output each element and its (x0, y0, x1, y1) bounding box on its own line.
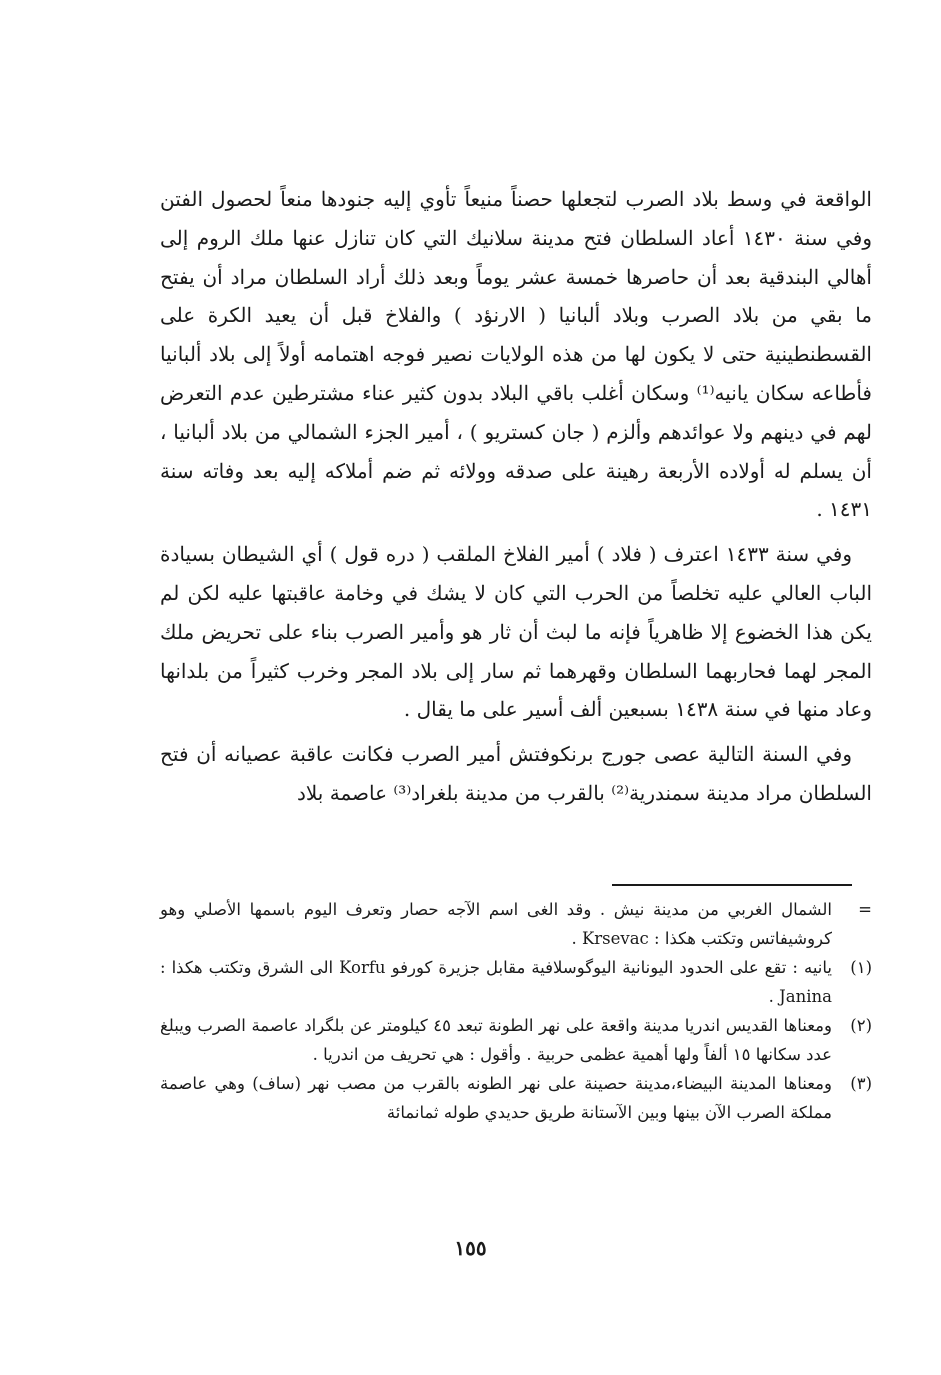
footnote-mark: (١) (850, 958, 872, 977)
footnote-mark: (٢) (850, 1016, 872, 1035)
footnote-mark: = (858, 900, 872, 919)
footnote-1 (160, 953, 872, 1011)
footnote-divider (612, 884, 852, 886)
footnotes (160, 895, 872, 1127)
footnote-2 (160, 1011, 872, 1069)
footnote-continuation (160, 895, 872, 953)
footnote-3 (160, 1069, 872, 1127)
footnote-mark: (٣) (850, 1074, 872, 1093)
footnote-text: ومعناها المدينة البيضاء،مدينة حصينة على نهر الطونه بالقرب من مصب نهر (ساف) وهي عاصمة مملكة الصرب الآن بينها وبين الآستانة طريق حديدي طوله ثمانمائة (160, 1074, 832, 1122)
main-text (160, 180, 872, 813)
paragraph-2: وفي سنة ١٤٣٣ اعترف ( فلاد ) أمير الفلاخ الملقب ( دره قول ) أي الشيطان بسيادة الباب العالي عليه تخلصاً من الحرب التي كان لا يشك في وخامة عاقبتها عليه لكن لم يكن هذا الخضوع إلا ظاهرياً فإنه ما لبث أن ثار هو وأمير الصرب بناء على تحريض ملك المجر لهما فحاربهما السلطان وقهرهما ثم سار إلى بلاد المجر وخرب كثيراً من بلدانها وعاد منها في سنة ١٤٣٨ بسبعين ألف أسير على ما يقال . (160, 542, 872, 722)
footnote-text: يانيه : تقع على الحدود اليونانية اليوگوسلافية مقابل جزيرة كورفو Korfu الى الشرق وتكتب هكذا : Janina . (160, 958, 833, 1006)
footnote-text: ومعناها القديس اندريا مدينة واقعة على نهر الطونة تبعد ٤٥ كيلومتر عن بلگراد عاصمة الصرب ويبلغ عدد سكانها ١٥ ألفاً ولها أهمية عظمى حربية . وأقول : هي تحريف من اندريا . (160, 1016, 832, 1064)
footnote-text: الشمال الغربي من مدينة نيش . وقد الغى اسم الآجه حصار وتعرف اليوم باسمها الأصلي وهو كروشيفاتس وتكتب هكذا : Krsevac . (160, 900, 832, 948)
paragraph-1: الواقعة في وسط بلاد الصرب لتجعلها حصناً منيعاً تأوي إليه جنودها منعاً لحصول الفتن وفي سنة ١٤٣٠ أعاد السلطان فتح مدينة سلانيك التي كان تنازل عنها ملك الروم إلى أهالي البندقية بعد أن حاصرها خمسة عشر يوماً وبعد ذلك أراد السلطان مراد أن يفتح ما بقي من بلاد الصرب وبلاد ألبانيا ( الارنؤد ) والفلاخ قبل أن يعيد الكرة على القسطنطينية حتى لا يكون لها من هذه الولايات نصير فوجه اهتمامه أولاً إلى بلاد ألبانيا فأطاعه سكان يانيه⁽¹⁾ وسكان أغلب باقي البلاد بدون كثير عناء مشترطين عدم التعرض لهم في دينهم ولا عوائدهم وألزم ( جان كستريو ) ، أمير الجزء الشمالي من بلاد ألبانيا ، أن يسلم له أولاده الأربعة رهينة على صدقه وولائه ثم ضم أملاكه إليه بعد وفاته سنة ١٤٣١ . (160, 187, 872, 522)
page-number: ١٥٥ (454, 1236, 487, 1260)
paragraph-3: وفي السنة التالية عصى جورج برنكوفتش أمير الصرب فكانت عاقبة عصيانه أن فتح السلطان مراد مدينة سمندرية⁽²⁾ بالقرب من مدينة بلغراد⁽³⁾ عاصمة بلاد (160, 742, 872, 805)
